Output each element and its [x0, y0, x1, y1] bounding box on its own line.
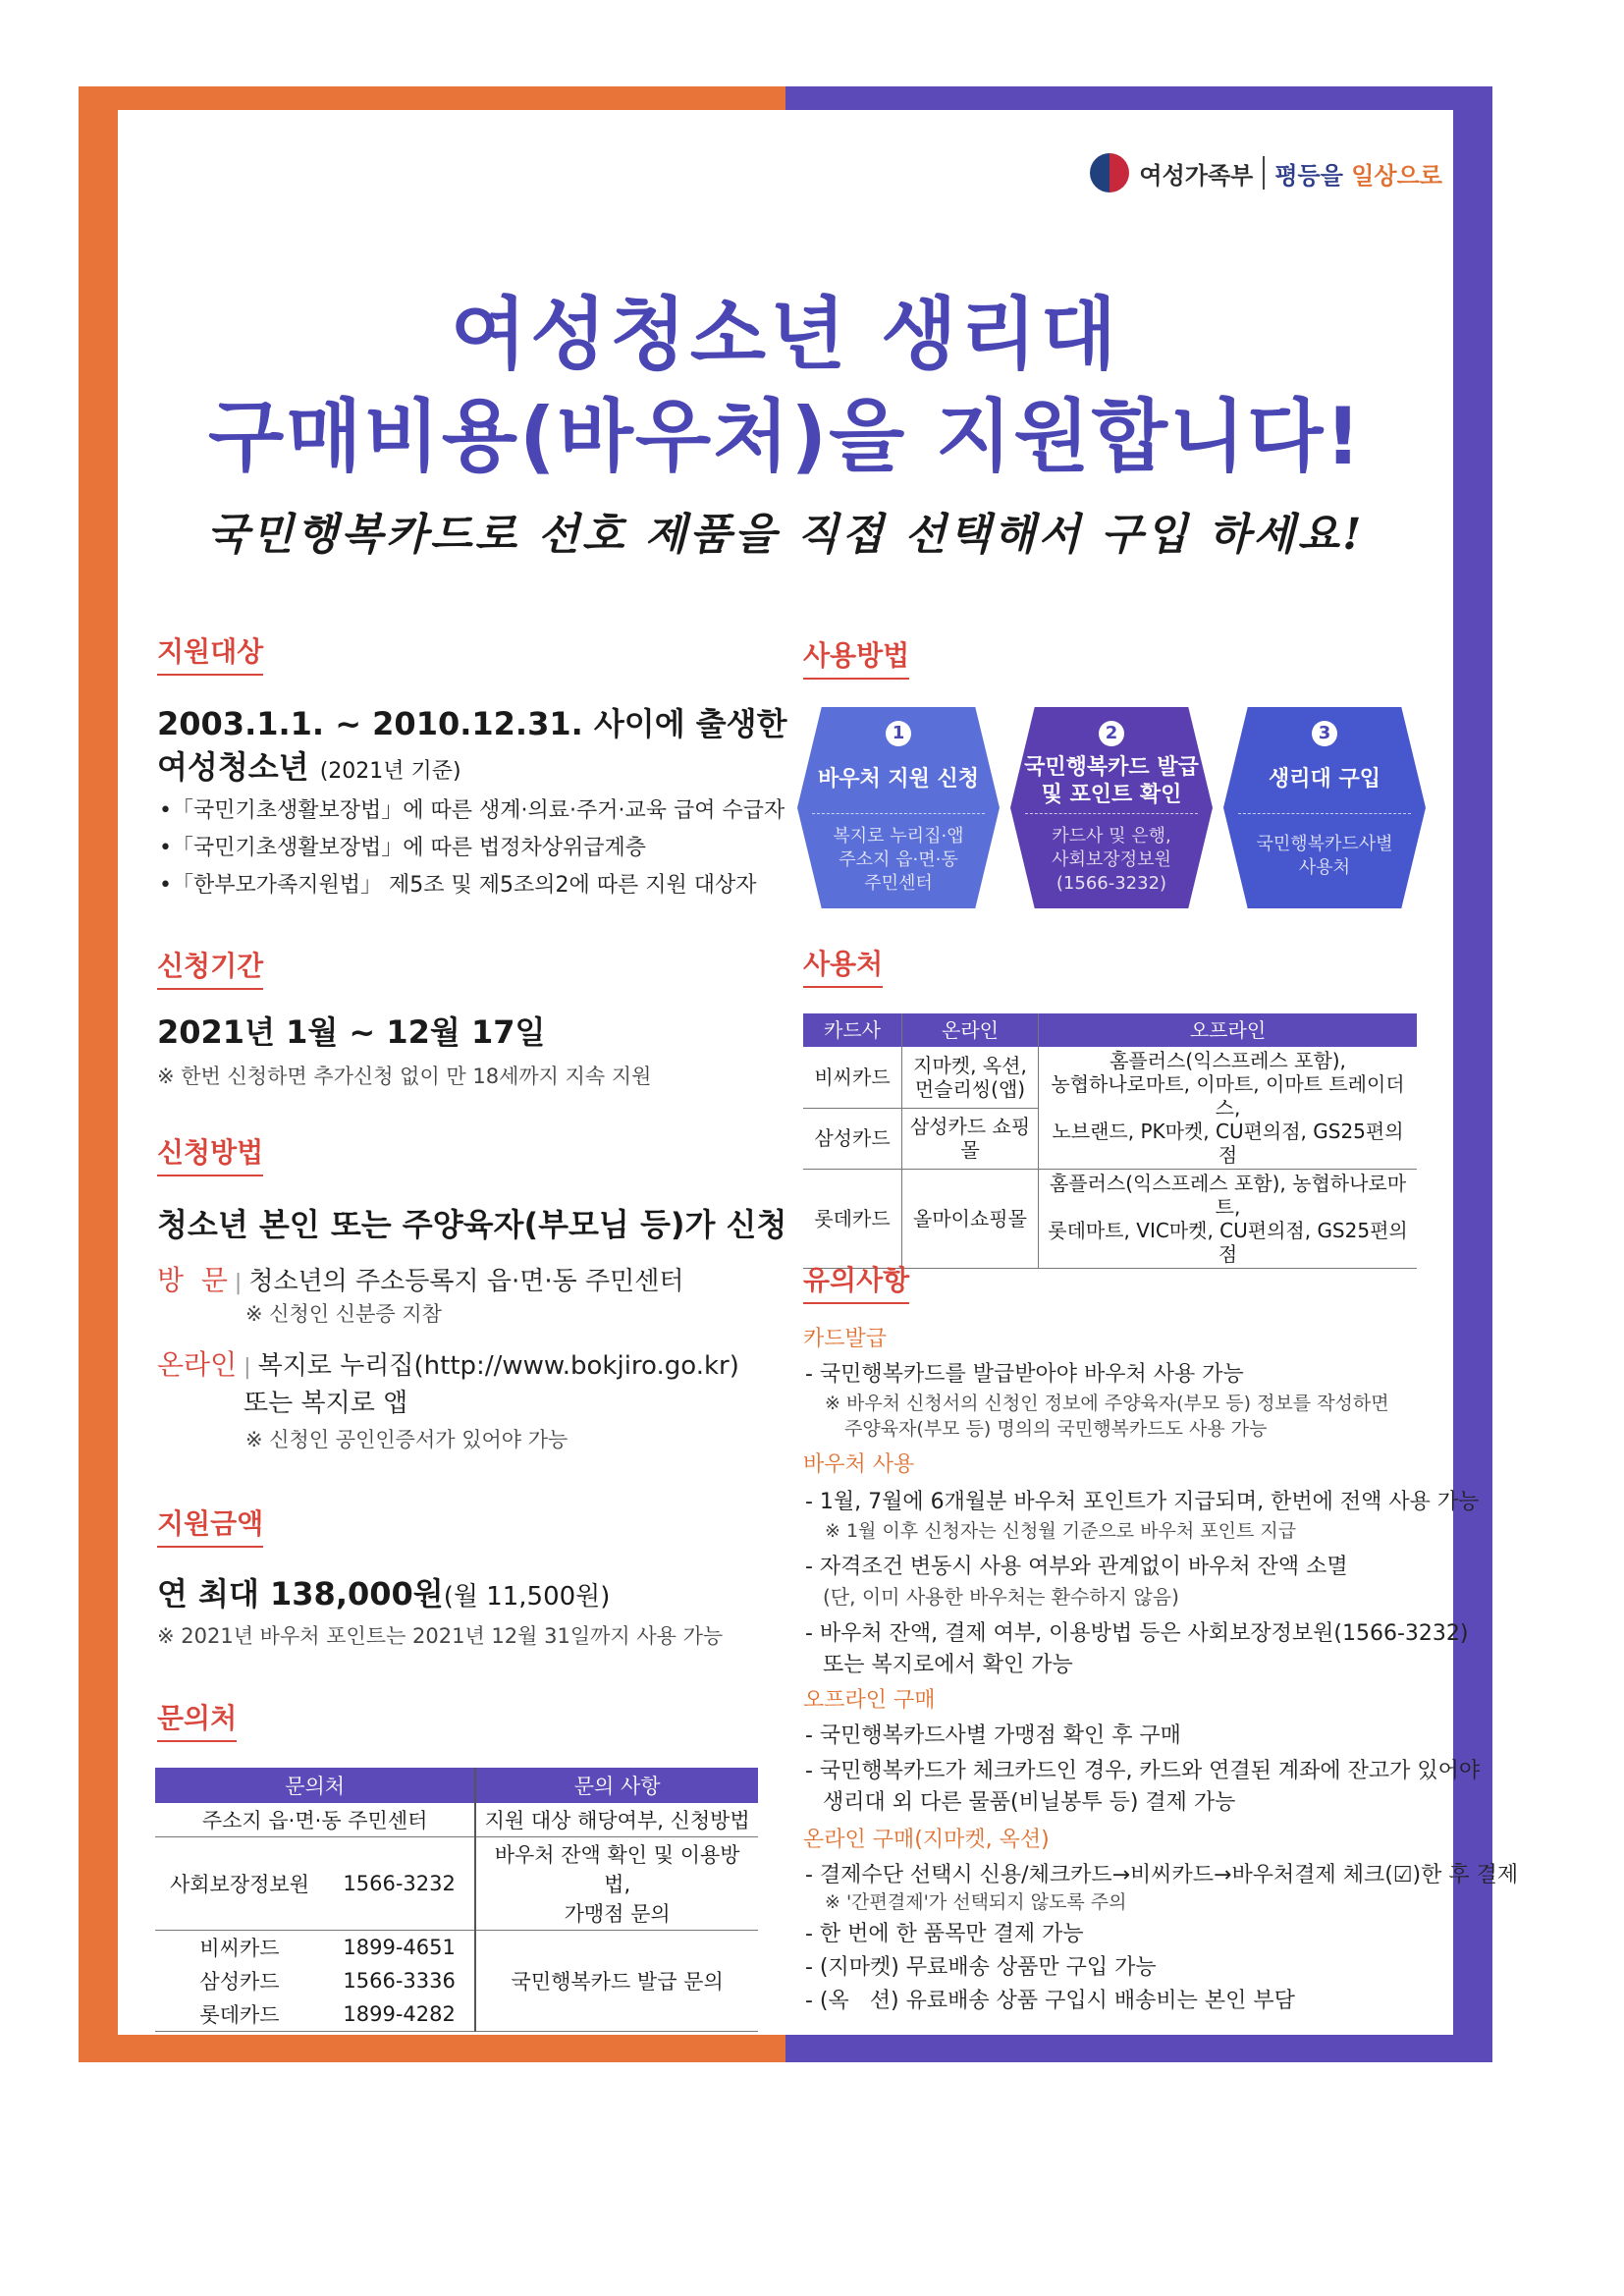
chevron-right-icon: › — [1215, 795, 1224, 820]
notes-offline-label: 오프라인 구매 — [803, 1688, 936, 1713]
period-value: 2021년 1월 ~ 12월 17일 — [157, 1013, 546, 1051]
notes-online-2: - 한 번에 한 품목만 결제 가능 — [805, 1922, 1084, 1946]
table-row: 삼성카드 1566-3336 — [199, 1969, 456, 1994]
header-inquiry: 문의 사항 — [475, 1768, 758, 1803]
notes-voucher-2b: (단, 이미 사용한 바우처는 환수하지 않음) — [823, 1585, 1179, 1609]
heading-contact: 문의처 — [157, 1697, 237, 1742]
slogan: 평등을 일상으로 — [1274, 161, 1442, 190]
table-row: 사회보장정보원 1566-3232 바우처 잔액 확인 및 이용방법, 가맹점 문의 — [155, 1837, 758, 1931]
notes-card-note-1: ※ 바우처 신청서의 신청인 정보에 주양육자(부모 등) 정보를 작성하면 — [825, 1393, 1389, 1414]
method-visit: 방 문 | 청소년의 주소등록지 읍·면·동 주민센터 — [157, 1264, 684, 1296]
taegeuk-icon — [1090, 153, 1129, 192]
table-header-row: 카드사 온라인 오프라인 — [803, 1013, 1417, 1047]
notes-card-1: - 국민행복카드를 발급받아야 바우처 사용 가능 — [805, 1362, 1244, 1387]
notes-online-label: 온라인 구매(지마켓, 옥션) — [803, 1828, 1050, 1852]
target-line-2: 여성청소년 (2021년 기준) — [157, 748, 461, 786]
table-row: 롯데카드 올마이쇼핑몰 홈플러스(익스프레스 포함), 농협하나로마트, 롯데마트, VIC마켓, CU편의점, GS25편의점 — [803, 1170, 1417, 1269]
method-value: 청소년 본인 또는 주양육자(부모님 등)가 신청 — [157, 1206, 787, 1243]
heading-places: 사용처 — [803, 943, 883, 988]
period-note: ※ 한번 신청하면 추가신청 없이 만 18세까지 지속 지원 — [157, 1065, 652, 1088]
chevron-right-icon: › — [1001, 795, 1011, 820]
notes-voucher-note-1: ※ 1월 이후 신청자는 신청월 기준으로 바우처 포인트 지급 — [825, 1520, 1297, 1542]
target-bullet-1: •「국민기초생활보장법」에 따른 생계·의료·주거·교육 급여 수급자 — [159, 798, 785, 823]
amount-note: ※ 2021년 바우처 포인트는 2021년 12월 31일까지 사용 가능 — [157, 1624, 724, 1648]
notes-offline-2: - 국민행복카드가 체크카드인 경우, 카드와 연결된 계좌에 잔고가 있어야 — [805, 1759, 1481, 1783]
table-row: 비씨카드 1899-4651 국민행복카드 발급 문의 — [155, 1931, 758, 1965]
notes-voucher-label: 바우처 사용 — [803, 1452, 915, 1477]
heading-target: 지원대상 — [157, 630, 263, 676]
heading-howto: 사용방법 — [803, 634, 909, 680]
heading-amount: 지원금액 — [157, 1503, 263, 1548]
amount-value: 연 최대 138,000원(월 11,500원) — [157, 1575, 611, 1613]
step-2: 2 국민행복카드 발급 및 포인트 확인 카드사 및 은행, 사회보장정보원 (1566-3232) — [1010, 707, 1213, 908]
table-header-row — [155, 1768, 758, 1803]
notes-voucher-2: - 자격조건 변동시 사용 여부와 관계없이 바우처 잔액 소멸 — [805, 1555, 1348, 1579]
notes-voucher-3: - 바우처 잔액, 결제 여부, 이용방법 등은 사회보장정보원(1566-3232) — [805, 1621, 1469, 1646]
table-row: 주소지 읍·면·동 주민센터 지원 대상 해당여부, 신청방법 — [155, 1803, 758, 1837]
subtitle: 국민행복카드로 선호 제품을 직접 선택해서 구입 하세요! — [206, 510, 1365, 560]
notes-voucher-3b: 또는 복지로에서 확인 가능 — [823, 1653, 1073, 1677]
notes-card-note-2: 주양육자(부모 등) 명의의 국민행복카드도 사용 가능 — [844, 1418, 1268, 1440]
logo-divider — [1263, 156, 1265, 190]
ministry-logo — [1090, 153, 1442, 192]
method-online-note: ※ 신청인 공인인증서가 있어야 가능 — [245, 1428, 568, 1451]
method-online-2: 또는 복지로 앱 — [244, 1389, 408, 1418]
places-table — [803, 1013, 1417, 1269]
table-row: 비씨카드 지마켓, 옥션, 먼슬리씽(앱) 홈플러스(익스프레스 포함), 농협하나로마트, 이마트, 이마트 트레이더스, 노브랜드, PK마켓, CU편의점, GS25편의점 — [803, 1047, 1417, 1108]
notes-online-1: - 결제수단 선택시 신용/체크카드→비씨카드→바우처결제 체크(☑)한 후 결제 — [805, 1863, 1519, 1887]
target-bullet-3: •「한부모가족지원법」 제5조 및 제5조의2에 따른 지원 대상자 — [159, 873, 757, 898]
notes-online-note-1: ※ '간편결제'가 선택되지 않도록 주의 — [825, 1891, 1127, 1913]
title-line-2: 구매비용(바우처)을 지원합니다! — [207, 391, 1364, 482]
ministry-name: 여성가족부 — [1139, 161, 1254, 190]
table-row: 롯데카드 1899-4282 — [155, 1997, 758, 2032]
notes-online-3: - (지마켓) 무료배송 상품만 구입 가능 — [805, 1955, 1157, 1980]
target-line-1: 2003.1.1. ~ 2010.12.31. 사이에 출생한 — [157, 705, 787, 742]
title-line-1: 여성청소년 생리대 — [450, 289, 1121, 380]
step-1: 1 바우처 지원 신청 복지로 누리집·앱 주소지 읍·면·동 주민센터 — [797, 707, 1000, 908]
heading-notes: 유의사항 — [803, 1259, 909, 1304]
usage-steps — [797, 707, 1426, 908]
contact-table — [155, 1768, 758, 2032]
notes-voucher-1: - 1월, 7월에 6개월분 바우처 포인트가 지급되며, 한번에 전액 사용 가능 — [805, 1490, 1480, 1514]
notes-card-label: 카드발급 — [803, 1327, 888, 1351]
notes-offline-2b: 생리대 외 다른 물품(비닐봉투 등) 결제 가능 — [823, 1790, 1236, 1815]
card-inquiry-note: 국민행복카드 발급 문의 — [475, 1931, 758, 2032]
notes-offline-1: - 국민행복카드사별 가맹점 확인 후 구매 — [805, 1723, 1181, 1748]
step-3: 3 생리대 구입 국민행복카드사별 사용처 — [1223, 707, 1426, 908]
target-bullet-2: •「국민기초생활보장법」에 따른 법정차상위급계층 — [159, 836, 647, 860]
method-visit-note: ※ 신청인 신분증 지참 — [245, 1302, 442, 1326]
heading-period: 신청기간 — [157, 945, 263, 990]
table-row: 삼성카드 삼성카드 쇼핑몰 — [803, 1108, 1417, 1169]
notes-online-4: - (옥 션) 유료배송 상품 구입시 배송비는 본인 부담 — [805, 1989, 1295, 2013]
header-contact: 문의처 — [155, 1768, 475, 1803]
heading-method: 신청방법 — [157, 1131, 263, 1176]
method-online: 온라인 | 복지로 누리집(http://www.bokjiro.go.kr) — [157, 1348, 739, 1381]
